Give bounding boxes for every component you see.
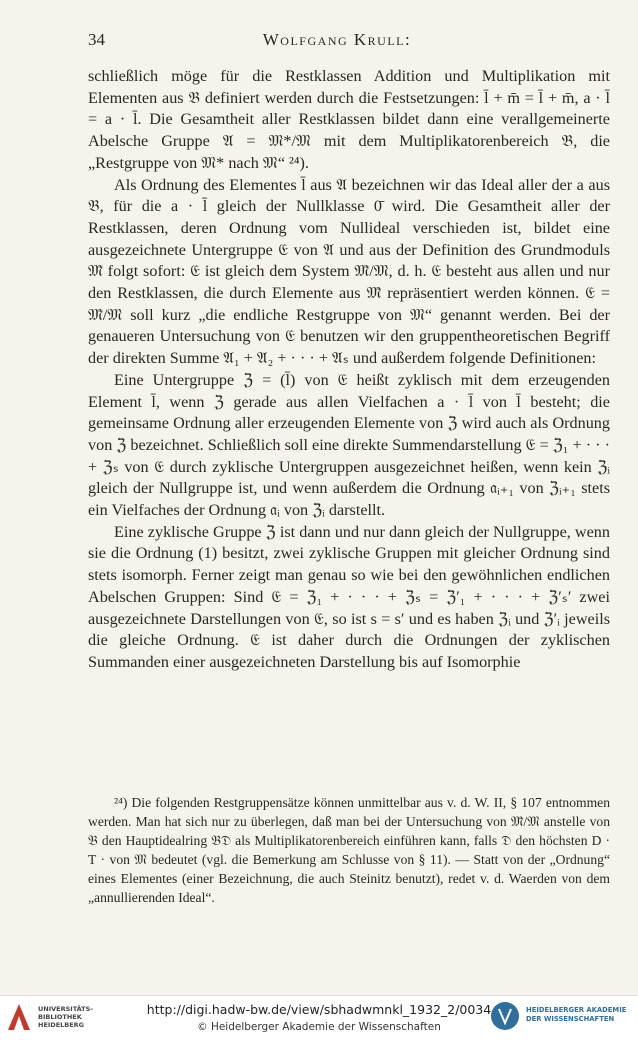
paragraph-2: Als Ordnung des Elementes l̄ aus 𝔄 bezeichnen wir das Ideal aller der a aus 𝔅, für die a · l̄ gleich der Nullklasse 0̄ wird. Die Gesamtheit aller der Restklassen, deren Ordnung vom Nullideal verschieden ist, bildet eine ausgezeichnete Untergruppe 𝔈 von 𝔄 und aus der Definition des Grundmoduls 𝔐̃ folgt sofort: 𝔈 ist gleich dem System 𝔐̃/𝔐, d. h. 𝔈 besteht aus allen und nur den Restklassen, die durch Elemente aus 𝔐̃ repräsentiert werden können. 𝔈 = 𝔐̃/𝔐 soll kurz „die endliche Restgruppe von 𝔐“ genannt werden. Bei der genaueren Untersuchung von 𝔈 benutzen wir den gruppentheoretischen Begriff der direkten Summe 𝔄₁ + 𝔄₂ + · · · + 𝔄ₛ und außerdem folgende Definitionen: (88, 175, 610, 368)
paragraph-4: Eine zyklische Gruppe ℨ ist dann und nur dann gleich der Nullgruppe, wenn sie die Ordnung (1) besitzt, zwei zyklische Gruppen mit gleicher Ordnung sind stets isomorph. Ferner zeigt man genau so wie bei den gewöhnlichen endlichen Abelschen Gruppen: Sind 𝔈 = ℨ₁ + · · · + ℨₛ = ℨ′₁ + · · · + ℨ′ₛ′ zwei ausgezeichnete Darstellungen von 𝔈, so ist s = s′ und es haben ℨᵢ und ℨ′ᵢ jeweils die gleiche Ordnung. 𝔈 ist daher durch die Ordnungen der zyklischen Summanden einer ausgezeichneten Darstellung bis auf Isomorphie (88, 522, 610, 671)
footnote (88, 794, 610, 907)
academy-logo-line-1: HEIDELBERGER AKADEMIE (526, 1006, 627, 1014)
page-number: 34 (88, 30, 105, 49)
academy-logo-line-2: DER WISSENSCHAFTEN (526, 1015, 615, 1023)
library-logo-line-1: UNIVERSITÄTS- (38, 1005, 93, 1013)
paragraph-3: Eine Untergruppe ℨ = (l̄) von 𝔈 heißt zyklisch mit dem erzeugenden Element l̄, wenn ℨ gerade aus allen Vielfachen a · l̄ von l̄ besteht; die gemeinsame Ordnung aller erzeugenden Elemente von ℨ wird auch als Ordnung von ℨ bezeichnet. Schließlich soll eine direkte Summendarstellung 𝔈 = ℨ₁ + · · · + ℨₛ von 𝔈 durch zyklische Untergruppen ausgezeichnet heißen, wenn kein ℨᵢ gleich der Nullgruppe ist, und wenn außerdem die Ordnung 𝔞ᵢ₊₁ von ℨᵢ₊₁ stets ein Vielfaches der Ordnung 𝔞ᵢ von ℨᵢ darstellt. (88, 370, 610, 520)
viewer-footer-bar (0, 995, 638, 1040)
main-text (88, 66, 610, 674)
library-logo-line-2: BIBLIOTHEK (38, 1013, 82, 1021)
academy-emblem-icon (490, 1001, 520, 1031)
page-header (88, 30, 586, 54)
academy-logo[interactable] (490, 1001, 632, 1035)
copyright-notice: © Heidelberger Akademie der Wissenschaften (197, 1021, 441, 1033)
running-head: Wolfgang Krull: (262, 30, 412, 49)
footnote-text: ²⁴) Die folgenden Restgruppensätze können unmittelbar aus v. d. W. II, § 107 entnommen werden. Man hat sich nur zu überlegen, daß man bei der Untersuchung von 𝔐̃/𝔐 anstelle von 𝔅 den Hauptidealring 𝔅𝔇 als Multiplikatorenbereich einführen kann, falls 𝔇 den höchsten D · T · von 𝔐 bedeutet (vgl. die Bemerkung am Schlusse von § 11). — Statt von der „Ordnung“ eines Elementes (einer Bezeichnung, die auch Steinitz benutzt), redet v. d. Waerden von dem „annullierenden Ideal“. (88, 795, 610, 905)
paragraph-1: schließlich möge für die Restklassen Addition und Multiplikation mit Elementen aus 𝔅 definiert werden durch die Festsetzungen: l̄ + m̄ = l̄ + m̄, a · l̄ = a · l̄. Die Gesamtheit aller Restklassen bildet dann eine verallgemeinerte Abelsche Gruppe 𝔄 = 𝔐*/𝔐 mit dem Multiplikatorenbereich 𝔅, die „Restgruppe von 𝔐* nach 𝔐“ ²⁴). (88, 67, 610, 172)
library-logo-line-3: HEIDELBERG (38, 1021, 85, 1029)
permalink-url[interactable]: http://digi.hadw-bw.de/view/sbhadwmnkl_1932_2/0034 (146, 1002, 492, 1017)
academy-logo-text (526, 1006, 626, 1024)
